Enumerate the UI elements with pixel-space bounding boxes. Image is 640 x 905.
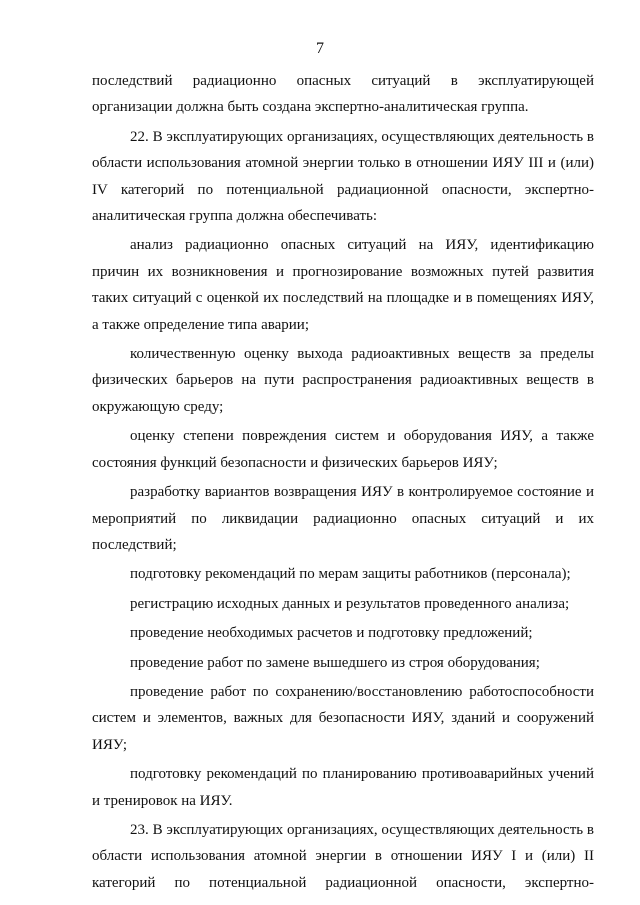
paragraph-clause-22: 22. В эксплуатирующих организациях, осуществляющих деятельность в области использования атомной энергии только в отношении ИЯУ III и (или) IV категорий по потенциальной радиационной опасности, экспертно-аналитическая группа должна обеспечивать:: [92, 128, 594, 225]
list-item: проведение работ по сохранению/восстановлению работоспособности систем и элементов, важных для безопасности ИЯУ, зданий и сооружений ИЯУ;: [92, 683, 594, 753]
list-item: количественную оценку выхода радиоактивных веществ за пределы физических барьеров на пути распространения радиоактивных веществ в окружающую среду;: [92, 346, 594, 415]
document-body: [92, 68, 594, 899]
list-item: анализ радиационно опасных ситуаций на ИЯУ, идентификацию причин их возникновения и прогнозирование возможных путей развития таких ситуаций с оценкой их последствий на площадке и в помещениях ИЯУ, а также определение типа аварии;: [92, 237, 594, 333]
list-item: подготовку рекомендаций по планированию противоаварийных учений и тренировок на ИЯУ.: [92, 766, 594, 809]
paragraph-continuation: последствий радиационно опасных ситуаций в эксплуатирующей организации должна быть создана экспертно-аналитическая группа.: [92, 73, 594, 116]
list-item: оценку степени повреждения систем и оборудования ИЯУ, а также состояния функций безопасности и физических барьеров ИЯУ;: [92, 428, 594, 471]
list-item: регистрацию исходных данных и результатов проведенного анализа;: [130, 595, 570, 612]
paragraph-clause-23: 23. В эксплуатирующих организациях, осуществляющих деятельность в области использования атомной энергии в отношении ИЯУ I и (или) II категорий по потенциальной радиационной опасности, экспертно-: [92, 821, 594, 891]
page-number: 7: [316, 40, 324, 57]
list-item: подготовку рекомендаций по мерам защиты работников (персонала);: [130, 566, 571, 583]
list-item: разработку вариантов возвращения ИЯУ в контролируемое состояние и мероприятий по ликвидации радиационно опасных ситуаций и их последствий;: [92, 484, 594, 553]
list-item: проведение необходимых расчетов и подготовку предложений;: [130, 625, 533, 642]
list-item: проведение работ по замене вышедшего из строя оборудования;: [130, 654, 540, 671]
